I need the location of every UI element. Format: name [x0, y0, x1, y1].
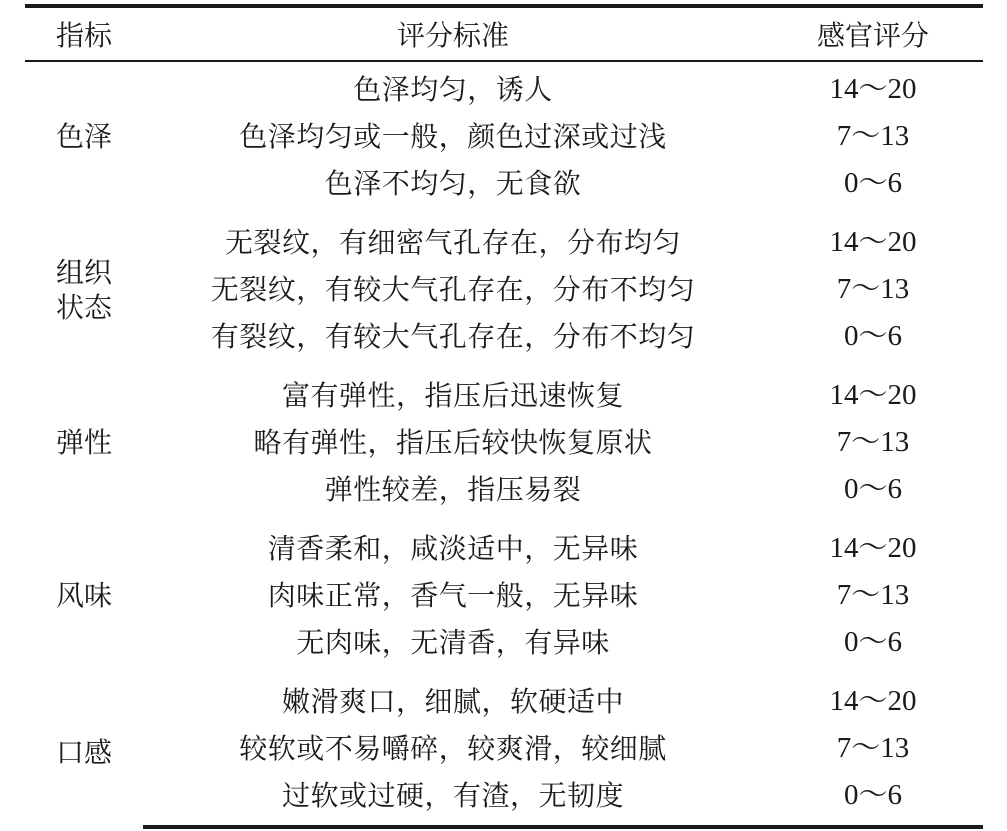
table-body [25, 61, 983, 827]
table-row [25, 419, 983, 466]
criterion-cell: 富有弹性，指压后迅速恢复 [281, 378, 624, 412]
indicator-cell [25, 207, 143, 360]
score-cell: 14～20 [829, 73, 917, 106]
criterion-cell: 较软或不易嚼碎，较爽滑，较细腻 [239, 731, 667, 765]
criterion-cell: 色泽均匀或一般，颜色过深或过浅 [239, 119, 667, 153]
score-cell: 14～20 [829, 685, 917, 718]
criterion-cell: 无裂纹，有细密气孔存在，分布均匀 [224, 225, 681, 259]
criterion-cell: 色泽不均匀，无食欲 [324, 166, 582, 200]
score-cell: 14～20 [829, 226, 917, 259]
indicator-cell [25, 513, 143, 666]
score-cell: 14～20 [829, 379, 917, 412]
score-cell: 0～6 [843, 320, 902, 353]
score-cell: 7～13 [836, 426, 910, 459]
table-row [25, 466, 983, 513]
score-cell: 0～6 [843, 626, 902, 659]
table-row [25, 725, 983, 772]
table-row [25, 207, 983, 266]
score-cell: 7～13 [836, 579, 910, 612]
score-cell: 7～13 [836, 120, 910, 153]
table-row [25, 360, 983, 419]
criterion-cell: 略有弹性，指压后较快恢复原状 [253, 425, 653, 459]
table-row [25, 160, 983, 207]
header-score: 感官评分 [763, 6, 983, 61]
table-row [25, 266, 983, 313]
indicator-label: 色泽 [55, 120, 112, 153]
score-cell: 7～13 [836, 273, 910, 306]
criterion-cell: 肉味正常，香气一般，无异味 [267, 578, 639, 612]
indicator-cell [25, 666, 143, 827]
table-row [25, 61, 983, 113]
indicator-label: 弹性 [55, 426, 112, 459]
criterion-cell: 嫩滑爽口，细腻，软硬适中 [281, 684, 624, 718]
score-cell: 0～6 [763, 772, 983, 827]
criterion-cell: 过软或过硬，有渣，无韧度 [143, 772, 763, 827]
criterion-cell: 有裂纹，有较大气孔存在，分布不均匀 [210, 319, 696, 353]
indicator-label: 风味 [55, 579, 112, 612]
header-indicator: 指标 [25, 6, 143, 61]
indicator-label: 口感 [55, 736, 112, 769]
score-cell: 0～6 [843, 167, 902, 200]
table-row [25, 772, 983, 827]
score-cell: 14～20 [829, 532, 917, 565]
criterion-cell: 无裂纹，有较大气孔存在，分布不均匀 [210, 272, 696, 306]
table-row [25, 619, 983, 666]
criterion-cell: 清香柔和，咸淡适中，无异味 [267, 531, 639, 565]
indicator-label: 组织状态 [55, 255, 112, 324]
table-row [25, 572, 983, 619]
header-criterion: 评分标准 [143, 6, 763, 61]
table-row [25, 513, 983, 572]
table-row [25, 113, 983, 160]
score-cell: 0～6 [843, 473, 902, 506]
sensory-evaluation-table-container [25, 4, 983, 829]
table-row [25, 313, 983, 360]
score-cell: 7～13 [836, 732, 910, 765]
indicator-cell [25, 360, 143, 513]
table-row [25, 666, 983, 725]
header-row [25, 6, 983, 61]
indicator-cell [25, 61, 143, 207]
criterion-cell: 弹性较差，指压易裂 [324, 472, 582, 506]
sensory-evaluation-table [25, 4, 983, 829]
criterion-cell: 无肉味，无清香，有异味 [296, 625, 610, 659]
table-header [25, 6, 983, 61]
criterion-cell: 色泽均匀，诱人 [353, 72, 553, 106]
